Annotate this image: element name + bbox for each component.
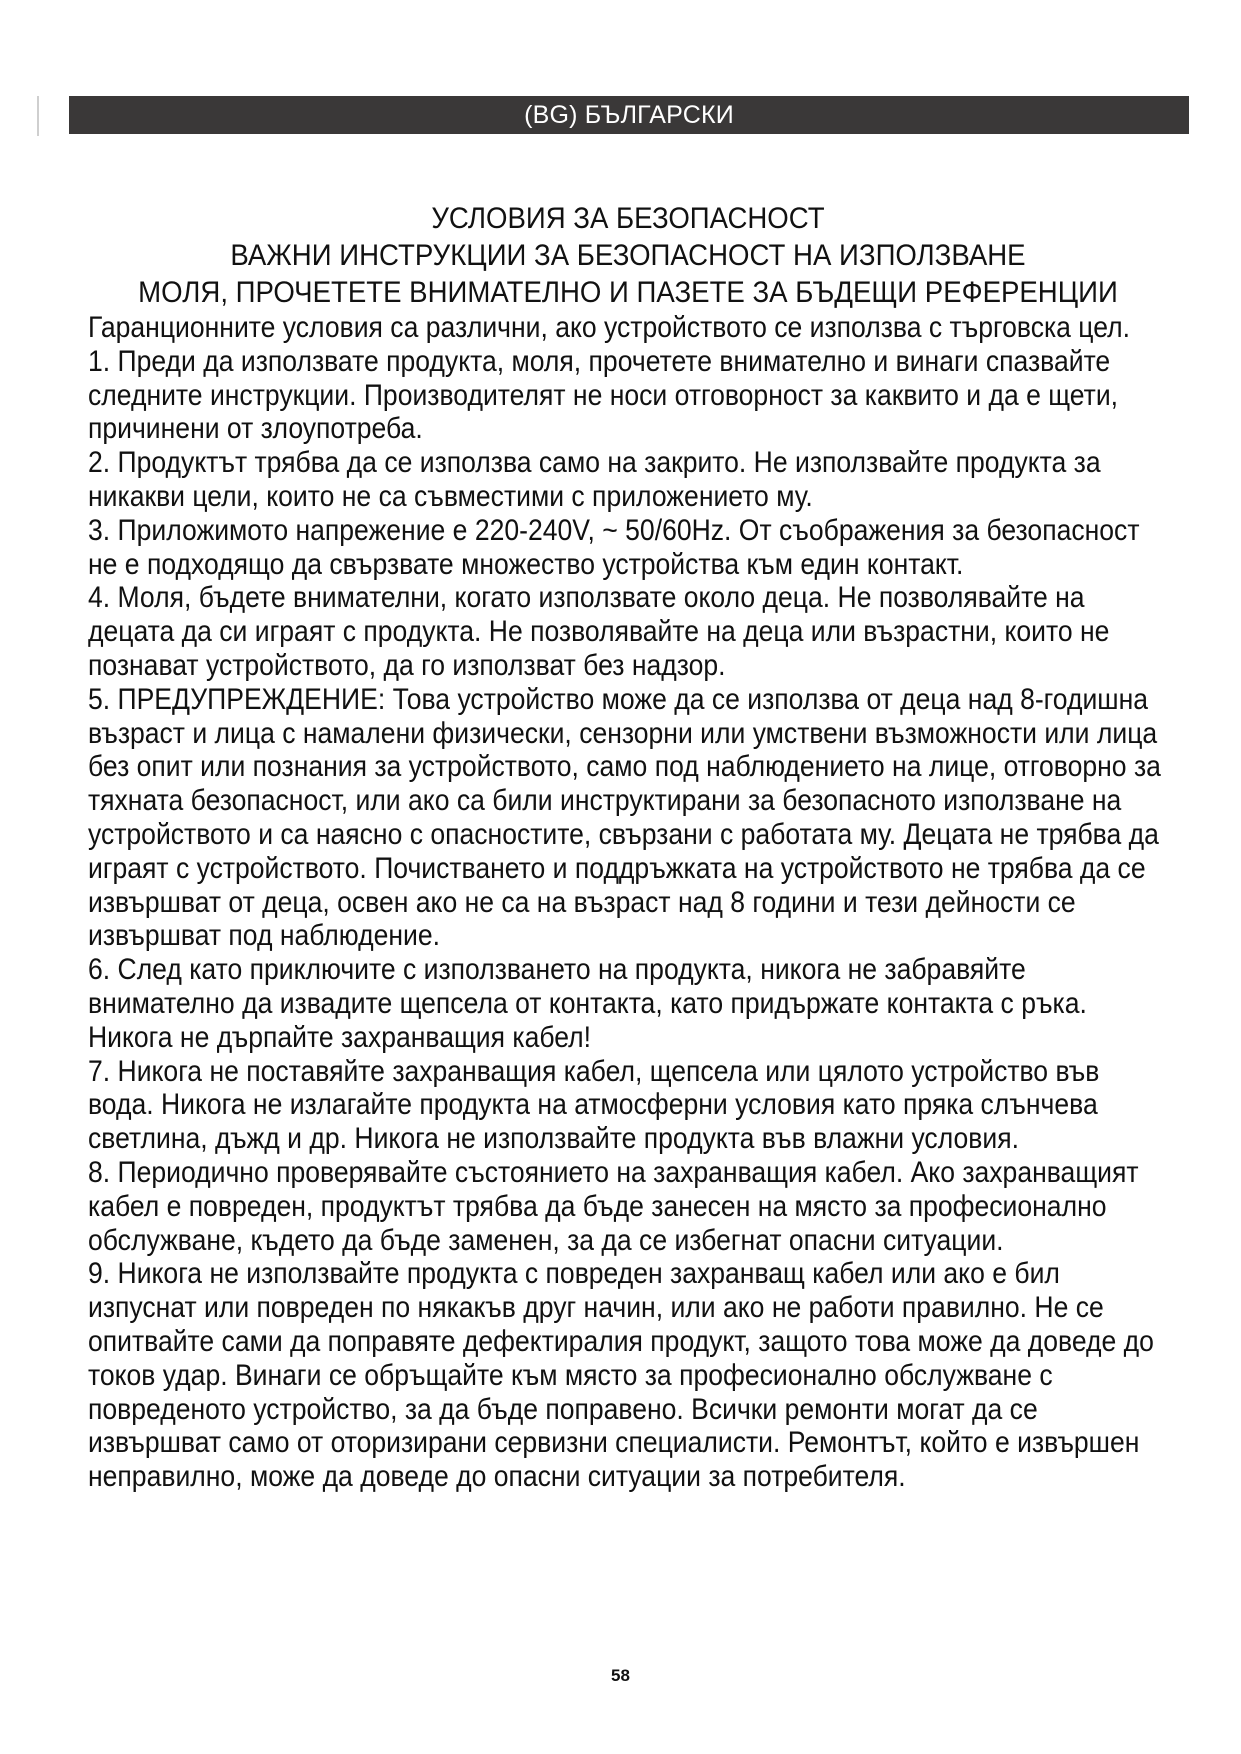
title-line-1: УСЛОВИЯ ЗА БЕЗОПАСНОСТ: [431, 202, 825, 235]
instruction-item-3: 3. Приложимото напрежение е 220-240V, ~ 50/60Hz. От съображения за безопасност не е подходящо да свързвате множество устройства към един контакт.: [88, 513, 1140, 581]
instruction-item-6: 6. След като приключите с използването на продукта, никога не забравяйте внимателно да извадите щепсела от контакта, като придържате контакта с ръка. Никога не дърпайте захранващия кабел!: [88, 953, 1087, 1054]
section-title: [131, 200, 1125, 311]
safety-section: [88, 200, 1168, 1494]
page-edge-mark: [37, 96, 39, 136]
instruction-item-1: 1. Преди да използвате продукта, моля, прочетете внимателно и винаги спазвайте следните инструкции. Производителят не носи отговорност за каквито и да е щети, причинени от злоупотреба.: [88, 344, 1119, 446]
title-line-3: МОЛЯ, ПРОЧЕТЕТЕ ВНИМАТЕЛНО И ПАЗЕТЕ ЗА БЪДЕЩИ РЕФЕРЕНЦИИ: [138, 276, 1118, 309]
page-number: 58: [611, 1666, 630, 1685]
instruction-item-9: 9. Никога не използвайте продукта с повреден захранващ кабел или ако е бил изпуснат или повреден по някакъв друг начин, или ако не работи правилно. Не се опитвайте сами да поправяте дефектиралия продукт, защото това може да доведе до токов удар. Винаги се обръщайте към място за професионално обслужване с повреденото устройство, за да бъде поправено. Всички ремонти могат да се извършват само от оторизирани сервизни специалисти. Ремонтът, който е извършен неправилно, може да доведе до опасни ситуации за потребителя.: [88, 1257, 1154, 1494]
intro-paragraph: Гаранционните условия са различни, ако устройството се използва с търговска цел.: [88, 311, 1130, 344]
instruction-item-8: 8. Периодично проверявайте състоянието на захранващия кабел. Ако захранващият кабел е повреден, продуктът трябва да бъде занесен на място за професионално обслужване, където да бъде заменен, за да се избегнат опасни ситуации.: [88, 1155, 1139, 1257]
instruction-item-4: 4. Моля, бъдете внимателни, когато използвате около деца. Не позволявайте на децата да си играят с продукта. Не позволявайте на деца или възрастни, които не познават устройството, да го използват без надзор.: [88, 581, 1110, 682]
instruction-item-2: 2. Продуктът трябва да се използва само на закрито. Не използвайте продукта за никакви цели, които не са съвместими с приложението му.: [88, 446, 1101, 513]
instruction-item-5: 5. ПРЕДУПРЕЖДЕНИЕ: Това устройство може да се използва от деца над 8-годишна възраст и лица с намалени физически, сензорни или умствени възможности или лица без опит или познания за устройството, само под наблюдението на лице, отговорно за тяхната безопасност, или ако са били инструктирани за безопасното използване на устройството и са наясно с опасностите, свързани с работата му. Децата не трябва да играят с устройството. Почистването и поддръжката на устройството не трябва да се извършват от деца, освен ако не са на възраст над 8 години и тези дейности се извършват под наблюдение.: [88, 682, 1161, 953]
language-header-bar: [69, 96, 1189, 134]
language-label: (BG) БЪЛГАРСКИ: [524, 101, 734, 129]
title-line-2: ВАЖНИ ИНСТРУКЦИИ ЗА БЕЗОПАСНОСТ НА ИЗПОЛЗВАНЕ: [230, 239, 1026, 272]
instruction-item-7: 7. Никога не поставяйте захранващия кабел, щепсела или цялото устройство във вода. Никога не излагайте продукта на атмосферни условия като пряка слънчева светлина, дъжд и др. Никога не използвайте продукта във влажни условия.: [88, 1054, 1100, 1156]
instructions-body: [88, 311, 1168, 1494]
